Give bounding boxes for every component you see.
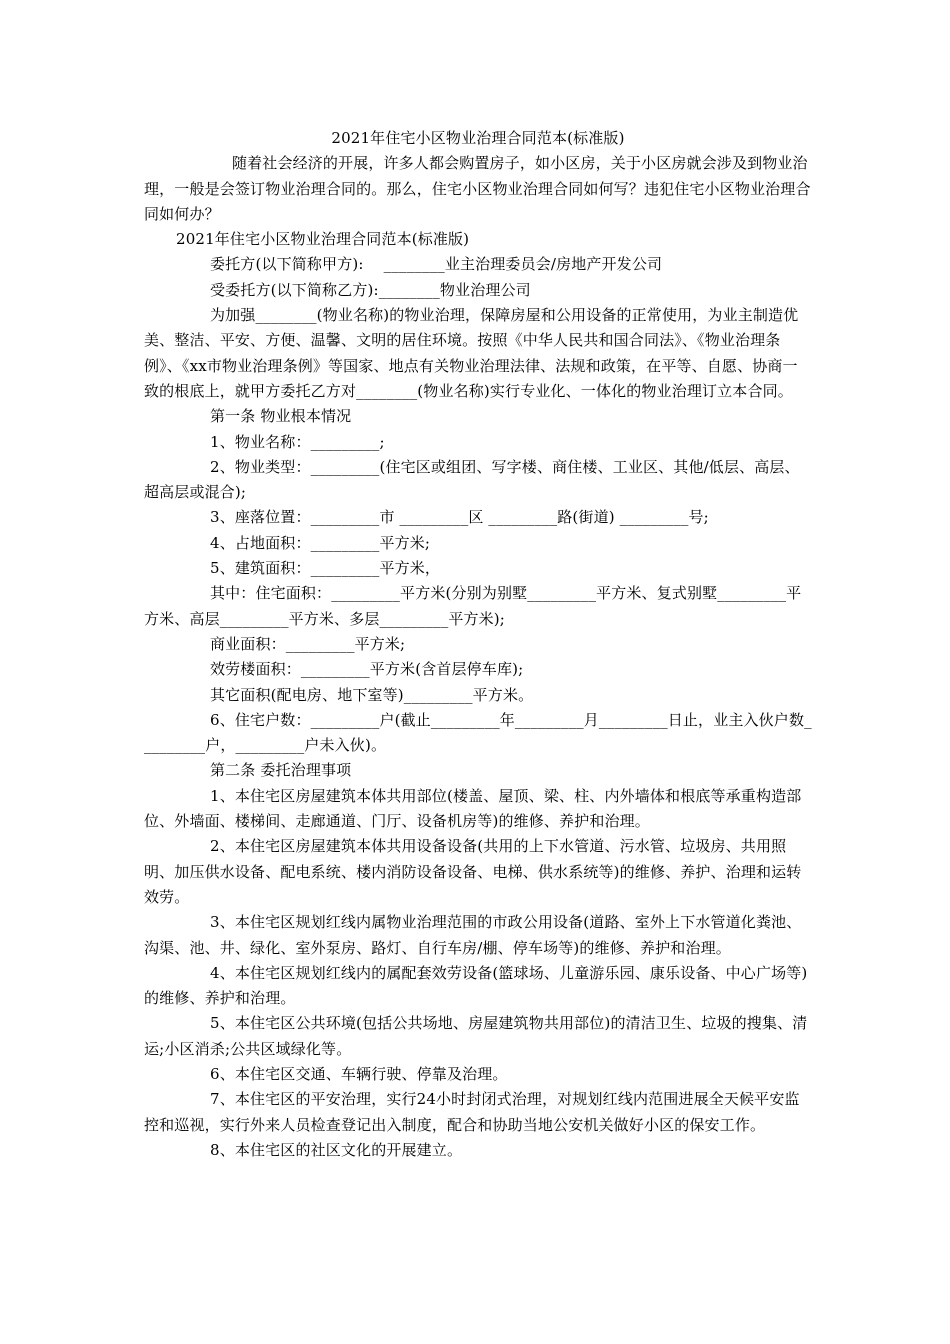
article-1-item: 其它面积(配电房、地下室等)_________平方米。: [210, 685, 534, 704]
article-1-item: 4、占地面积：_________平方米;: [210, 533, 431, 552]
article-1-item: 3、座落位置：_________市 _________区 _________路(街道) _________号;: [210, 508, 709, 527]
article-2-heading: 第二条 委托治理事项: [210, 761, 352, 780]
intro-paragraph: 随着社会经济的开展，许多人都会购置房子，如小区房，关于小区房就会涉及到物业治理，一般是会签订物业治理合同的。那么，住宅小区物业治理合同如何写？违犯住宅小区物业治理合同如何办？: [144, 154, 811, 223]
party-b-line: 受委托方(以下简称乙方):________物业治理公司: [210, 280, 531, 299]
party-a-line: 委托方(以下简称甲方): ________业主治理委员会/房地产开发公司: [210, 255, 663, 274]
article-1-item: 2、物业类型：_________(住宅区或组团、写字楼、商住楼、工业区、其他/低层、高层、超高层或混合);: [144, 457, 800, 502]
article-1-item: 商业面积：_________平方米;: [210, 634, 406, 653]
article-1-item: 1、物业名称：_________;: [210, 432, 385, 451]
document-body: [144, 126, 812, 1163]
article-1-item: 5、建筑面积：_________平方米，: [210, 559, 441, 578]
article-1-item: 其中：住宅面积：_________平方米(分别为别墅_________平方米、复式别墅_________平方米、高层_________平方米、多层_________平方米);: [144, 584, 802, 628]
contract-subtitle: 2021年住宅小区物业治理合同范本(标准版): [176, 230, 470, 249]
article-2-item: 6、本住宅区交通、车辆行驶、停靠及治理。: [210, 1064, 508, 1083]
article-2-item: 4、本住宅区规划红线内的属配套效劳设备(篮球场、儿童游乐园、康乐设备、中心广场等)的维修、养护和治理。: [144, 963, 808, 1008]
article-1-item: 6、住宅户数：_________户(截止_________年_________月_________日止，业主入伙户数_________户，_________户未入伙)。: [144, 710, 812, 755]
article-2-item: 3、本住宅区规划红线内属物业治理范围的市政公用设备(道路、室外上下水管道化粪池、沟渠、池、井、绿化、室外泵房、路灯、自行车房/棚、停车场等)的维修、养护和治理。: [144, 913, 802, 957]
article-2-item: 5、本住宅区公共环境(包括公共场地、房屋建筑物共用部位)的清洁卫生、垃圾的搜集、清运;小区消杀;公共区域绿化等。: [144, 1014, 808, 1058]
article-2-item: 1、本住宅区房屋建筑本体共用部位(楼盖、屋顶、梁、柱、内外墙体和根底等承重构造部位、外墙面、楼梯间、走廊通道、门厅、设备机房等)的维修、养护和治理。: [144, 786, 802, 831]
article-2-item: 8、本住宅区的社区文化的开展建立。: [210, 1140, 463, 1159]
article-2-item: 7、本住宅区的平安治理，实行24小时封闭式治理，对规划红线内范围进展全天候平安监控和巡视，实行外来人员检查登记出入制度，配合和协助当地公安机关做好小区的保安工作。: [144, 1090, 800, 1134]
article-1-heading: 第一条 物业根本情况: [210, 407, 352, 426]
preamble-paragraph: 为加强________(物业名称)的物业治理，保障房屋和公用设备的正常使用，为业主制造优美、整洁、平安、方便、温馨、文明的居住环境。按照《中华人民共和国合同法》、《物业治理条例》、《xx市物业治理条例》等国家、地点有关物业治理法律、法规和政策，在平等、自愿、协商一致的根底上，就甲方委托乙方对________(物业名称)实行专业化、一体化的物业治理订立本合同。: [144, 306, 799, 400]
article-2-item: 2、本住宅区房屋建筑本体共用设备设备(共用的上下水管道、污水管、垃圾房、共用照明、加压供水设备、配电系统、楼内消防设备设备、电梯、供水系统等)的维修、养护、治理和运转效劳。: [144, 837, 802, 906]
document-title: 2021年住宅小区物业治理合同范本(标准版): [331, 129, 625, 147]
article-1-item: 效劳楼面积：_________平方米(含首层停车库);: [210, 660, 524, 679]
